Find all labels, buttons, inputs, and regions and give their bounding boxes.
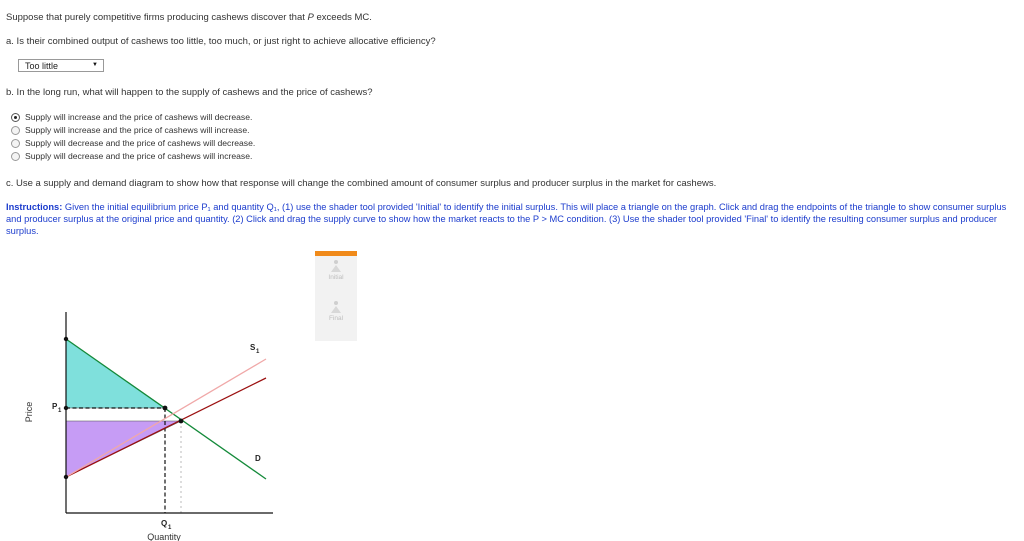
question-intro: Suppose that purely competitive firms producing cashews discover that P exceeds MC.	[6, 12, 372, 23]
demand-label: D	[255, 454, 261, 463]
initial-tool-label: Initial	[328, 274, 344, 281]
option-label: Supply will decrease and the price of cashews will increase.	[25, 151, 253, 161]
price-subscript: 1	[58, 408, 62, 414]
option-label: Supply will increase and the price of cashews will increase.	[25, 125, 250, 135]
new-equilibrium-point[interactable]	[179, 419, 184, 424]
initial-shader-tool[interactable]	[315, 259, 357, 281]
option-label: Supply will increase and the price of cashews will decrease.	[25, 112, 253, 122]
triangle-endpoint[interactable]	[64, 475, 68, 479]
radio-button[interactable]	[11, 152, 20, 161]
supply-demand-graph[interactable]	[0, 240, 360, 541]
initial-equilibrium-point[interactable]	[163, 406, 168, 411]
instructions	[6, 201, 1022, 237]
supply-label: S	[250, 343, 256, 352]
shader-toolbox	[315, 251, 357, 341]
x-axis-label: Quantity	[147, 532, 181, 541]
option-label: Supply will decrease and the price of cashews will decrease.	[25, 138, 256, 148]
part-c-question: c. Use a supply and demand diagram to show how that response will change the combined amount of consumer surplus and producer surplus in the market for cashews.	[6, 178, 717, 189]
price-label: P	[52, 402, 58, 411]
dropdown-selected-value: Too little	[25, 61, 59, 71]
triangle-endpoint[interactable]	[64, 337, 68, 341]
instructions-label: Instructions:	[6, 202, 63, 212]
quantity-subscript: 1	[168, 525, 172, 531]
radio-button[interactable]	[11, 139, 20, 148]
quantity-label: Q	[161, 519, 168, 528]
part-a-question: a. Is their combined output of cashews too little, too much, or just right to achieve allocative efficiency?	[6, 36, 436, 47]
instructions-text: Given the initial equilibrium price P₁ and quantity Q₁, (1) use the shader tool provided 'Initial' to identify the initial surplus. This will place a triangle on the graph. Click and drag the endpoints of the triangle to show consumer surplus and producer surplus at the original price and quantity. (2) Click and drag the supply curve to show how the market reacts to the P > MC condition. (3) Use the shader tool provided 'Final' to identify the resulting consumer surplus and producer surplus.	[6, 202, 1007, 236]
shader-icon	[330, 300, 342, 314]
radio-button[interactable]	[11, 126, 20, 135]
part-b-question: b. In the long run, what will happen to the supply of cashews and the price of cashews?	[6, 87, 373, 98]
final-shader-tool[interactable]	[315, 300, 357, 322]
shader-icon	[330, 259, 342, 273]
p-variable: P	[307, 12, 314, 23]
dropdown-caret-icon: ▼	[92, 62, 98, 68]
final-tool-label: Final	[328, 315, 344, 322]
part-a-dropdown[interactable]	[18, 59, 104, 72]
radio-button-checked[interactable]	[11, 113, 20, 122]
y-axis-label: Price	[24, 401, 34, 423]
triangle-endpoint[interactable]	[64, 406, 68, 410]
supply-subscript: 1	[256, 349, 260, 355]
toolbox-accent-bar	[315, 251, 357, 256]
